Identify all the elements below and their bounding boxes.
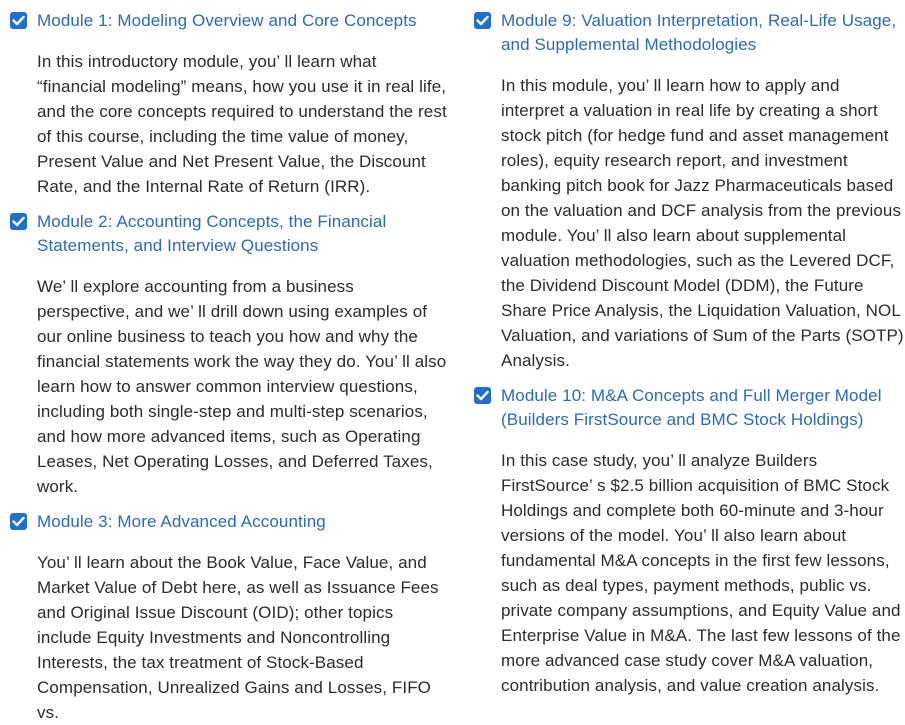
module-title-link[interactable]: Module 10: M&A Concepts and Full Merger Model (Builders FirstSource and BMC Stock Holdings)	[501, 386, 882, 429]
module-10	[474, 384, 904, 698]
module-3	[10, 510, 450, 725]
checkbox-checked-icon[interactable]	[10, 213, 27, 230]
module-header	[10, 9, 450, 33]
checkbox-checked-icon[interactable]	[10, 513, 27, 530]
module-title-link[interactable]: Module 2: Accounting Concepts, the Financial Statements, and Interview Questions	[37, 212, 387, 255]
module-header	[474, 384, 904, 432]
module-description: We’ ll explore accounting from a business perspective, and we’ ll drill down using examples of our online business to teach you how and why the financial statements work the way they do. You’ ll also learn how to answer common interview questions, including both single-step and multi-step scenarios, and how more advanced items, such as Operating Leases, Net Operating Losses, and Deferred Taxes, work.	[37, 277, 447, 496]
module-title-link[interactable]: Module 9: Valuation Interpretation, Real-Life Usage, and Supplemental Methodologies	[501, 11, 897, 54]
module-9	[474, 9, 904, 373]
checkbox-checked-icon[interactable]	[474, 387, 491, 404]
module-title-link[interactable]: Module 1: Modeling Overview and Core Concepts	[37, 11, 417, 30]
module-header	[10, 510, 450, 534]
checkbox-checked-icon[interactable]	[474, 12, 491, 29]
module-2	[10, 210, 450, 499]
module-description: In this introductory module, you’ ll learn what “financial modeling” means, how you use it in real life, and the core concepts required to understand the rest of this course, including the time value of money, Present Value and Net Present Value, the Discount Rate, and the Internal Rate of Return (IRR).	[37, 52, 447, 196]
module-description: You’ ll learn about the Book Value, Face Value, and Market Value of Debt here, as well as Issuance Fees and Original Issue Discount (OID); other topics include Equity Investments and Noncontrolling Interests, the tax treatment of Stock-Based Compensation, Unrealized Gains and Losses, FIFO vs.	[37, 553, 439, 722]
module-header	[474, 9, 904, 57]
module-description: In this module, you’ ll learn how to apply and interpret a valuation in real life by creating a short stock pitch (for hedge fund and asset management roles), equity research report, and investment banking pitch book for Jazz Pharmaceuticals based on the valuation and DCF analysis from the previous module. You’ ll also learn about supplemental valuation methodologies, such as the Levered DCF, the Dividend Discount Model (DDM), the Future Share Price Analysis, the Liquidation Valuation, NOL Valuation, and variations of Sum of the Parts (SOTP) Analysis.	[501, 76, 904, 370]
module-description: In this case study, you’ ll analyze Builders FirstSource’ s $2.5 billion acquisition of BMC Stock Holdings and complete both 60-minute and 3-hour versions of the model. You’ ll also learn about fundamental M&A concepts in the first few lessons, such as deal types, payment methods, public vs. private company assumptions, and Equity Value and Enterprise Value in M&A. The last few lessons of the more advanced case study cover M&A valuation, contribution analysis, and value creation analysis.	[501, 451, 901, 695]
checkbox-checked-icon[interactable]	[10, 12, 27, 29]
module-header	[10, 210, 450, 258]
module-title-link[interactable]: Module 3: More Advanced Accounting	[37, 512, 326, 531]
module-1	[10, 9, 450, 199]
